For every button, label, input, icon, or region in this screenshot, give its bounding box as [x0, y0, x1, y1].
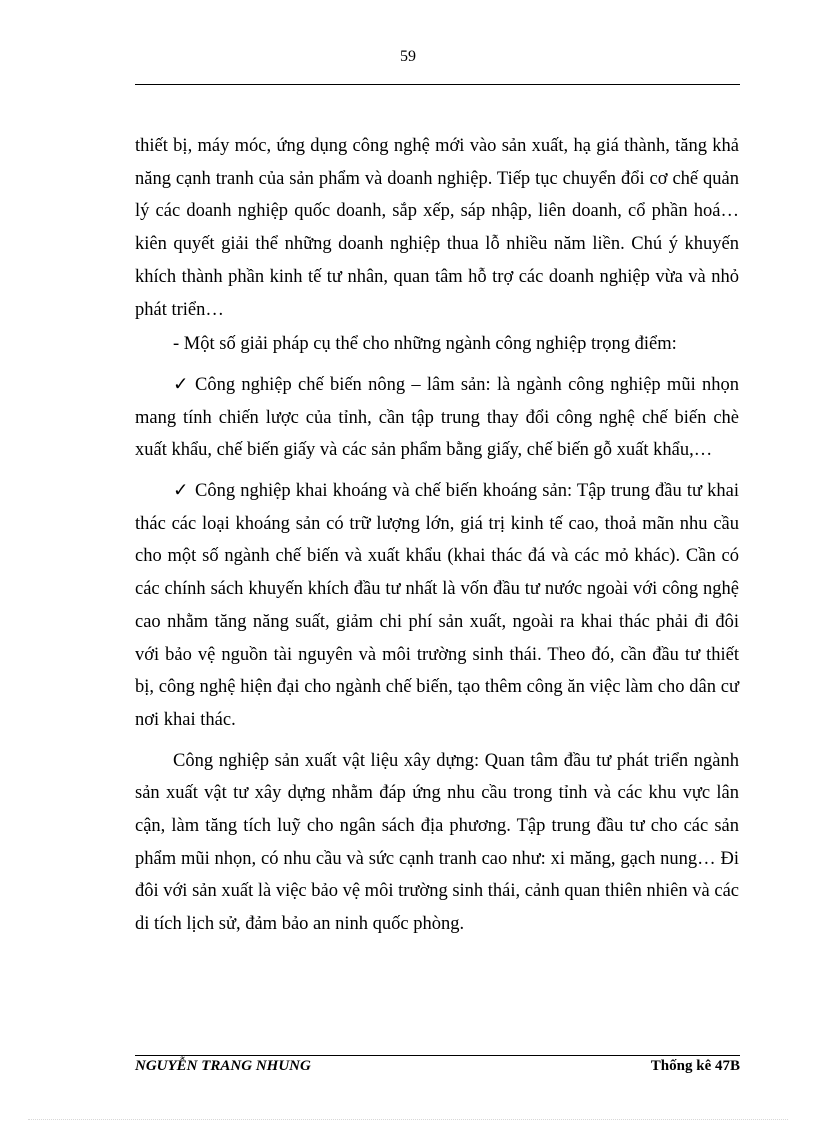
footer-author: NGUYỄN TRANG NHUNG — [135, 1058, 311, 1074]
footer-divider — [135, 1055, 740, 1056]
document-body — [135, 130, 739, 941]
paragraph-3 — [135, 369, 739, 467]
footer-class-label: Thống kê 47B — [650, 1058, 740, 1074]
page-number: 59 — [400, 48, 416, 65]
paragraph-4-text: Công nghiệp khai khoáng và chế biến khoáng sản: Tập trung đầu tư khai thác các loại khoáng sản có trữ lượng lớn, giá trị kinh tế cao, thoả mãn nhu cầu cho một số ngành chế biến và xuất khẩu (khai thác đá và các mỏ khác). Cần có các chính sách khuyến khích đầu tư nhất là vốn đầu tư nước ngoài với công nghệ cao nhằm tăng năng suất, giảm chi phí sản xuất, ngoài ra khai thác phải đi đôi với bảo vệ nguồn tài nguyên và môi trường sinh thái. Theo đó, cần đầu tư thiết bị, công nghệ hiện đại cho ngành chế biến, tạo thêm công ăn việc làm cho dân cư nơi khai thác. — [135, 481, 739, 730]
paragraph-2: - Một số giải pháp cụ thể cho những ngành công nghiệp trọng điểm: — [173, 334, 677, 355]
paragraph-3-text: Công nghiệp chế biến nông – lâm sản: là ngành công nghiệp mũi nhọn mang tính chiến lược của tỉnh, cần tập trung thay đổi công nghệ chế biến chè xuất khẩu, chế biến giấy và các sản phẩm bằng giấy, chế biến gỗ xuất khẩu,… — [135, 374, 739, 461]
paragraph-1: thiết bị, máy móc, ứng dụng công nghệ mới vào sản xuất, hạ giá thành, tăng khả năng cạnh tranh của sản phẩm và doanh nghiệp. Tiếp tục chuyển đổi cơ chế quản lý các doanh nghiệp quốc doanh, sắp xếp, sáp nhập, liên doanh, cổ phần hoá… kiên quyết giải thể những doanh nghiệp thua lỗ nhiều năm liền. Chú ý khuyến khích thành phần kinh tế tư nhân, quan tâm hỗ trợ các doanh nghiệp vừa và nhỏ phát triển… — [135, 136, 739, 320]
paragraph-5: Công nghiệp sản xuất vật liệu xây dựng: Quan tâm đầu tư phát triển ngành sản xuất vật tư xây dựng nhằm đáp ứng nhu cầu trong tỉnh và các khu vực lân cận, làm tăng tích luỹ cho ngân sách địa phương. Tập trung đầu tư cho các sản phẩm mũi nhọn, có nhu cầu và sức cạnh tranh cao như: xi măng, gạch nung… Đi đôi với sản xuất là việc bảo vệ môi trường sinh thái, cảnh quan thiên nhiên và các di tích lịch sử, đảm bảo an ninh quốc phòng. — [135, 750, 739, 935]
paragraph-4 — [135, 475, 739, 737]
page-edge — [28, 1119, 788, 1120]
checkmark-icon: ✓ — [173, 481, 189, 502]
header-divider — [135, 84, 740, 85]
checkmark-icon: ✓ — [173, 374, 189, 395]
